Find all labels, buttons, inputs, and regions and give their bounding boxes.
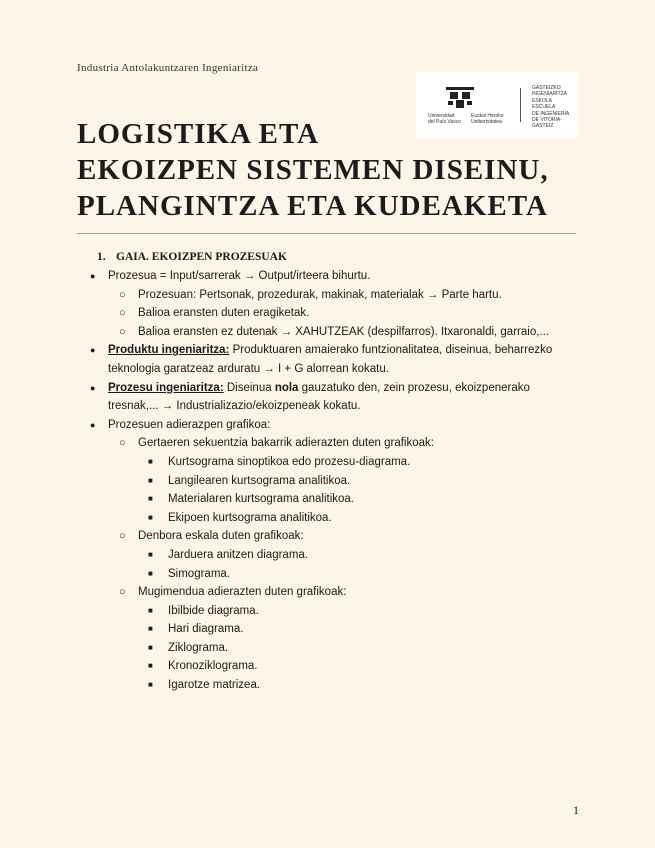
list-item: ■ Hari diagrama. — [90, 620, 580, 639]
list-item: ○ Mugimendua adierazten duten grafikoak: — [90, 583, 580, 602]
square-bullet-icon: ■ — [148, 549, 153, 559]
bullet-icon: ● — [90, 419, 96, 430]
circle-bullet-icon: ○ — [119, 530, 126, 543]
list-item: ○ Balioa eransten duten eragiketak. — [90, 304, 580, 323]
list-item: ■ Kronoziklograma. — [90, 657, 580, 676]
list-item: ○ Gertaeren sekuentzia bakarrik adierazten duten grafikoak: — [90, 434, 580, 453]
list-item: ■ Jarduera anitzen diagrama. — [90, 546, 580, 565]
square-bullet-icon: ■ — [148, 605, 153, 615]
course-header: Industria Antolakuntzaren Ingeniaritza — [77, 62, 259, 74]
square-bullet-icon: ■ — [148, 494, 153, 504]
list-item: ● Produktu ingeniaritza: Produktuaren amaierako funtzionalitatea, diseinua, beharrezko teknologia garatzeaz arduratu → I + G alorrean kokatu. — [90, 341, 580, 378]
page-number: 1 — [573, 803, 579, 817]
logo-university-es: Universidad del País Vasco — [428, 113, 461, 125]
logo-university-eu: Euskal Herriko Unibertsitatea — [471, 113, 504, 125]
list-item: ■ Ziklograma. — [90, 639, 580, 658]
list-item: ■ Langilearen kurtsograma analitikoa. — [90, 472, 580, 491]
list-item: ■ Materialaren kurtsograma analitikoa. — [90, 490, 580, 509]
list-item: ■ Simograma. — [90, 565, 580, 584]
circle-bullet-icon: ○ — [119, 307, 126, 320]
title-line: LOGISTIKA ETA — [77, 118, 320, 150]
title-line: PLANGINTZA ETA KUDEAKETA — [77, 190, 548, 222]
square-bullet-icon: ■ — [148, 568, 153, 578]
square-bullet-icon: ■ — [148, 475, 153, 485]
bullet-icon: ● — [90, 345, 96, 356]
section-heading — [90, 248, 580, 267]
list-item: ● Prozesu ingeniaritza: Diseinua nola gauzatuko den, zein prozesu, ekoizpenerako tresnak,... → Industrializazio/ekoizpeneak kokatu. — [90, 379, 580, 416]
bullet-icon: ● — [90, 382, 96, 393]
square-bullet-icon: ■ — [148, 661, 153, 671]
list-item: ○ Prozesuan: Pertsonak, prozedurak, makinak, materialak → Parte hartu. — [90, 286, 580, 305]
term-process-engineering: Prozesu ingeniaritza: — [108, 381, 224, 394]
list-item: ■ Ekipoen kurtsograma analitikoa. — [90, 509, 580, 528]
circle-bullet-icon: ○ — [119, 437, 126, 450]
list-item: ○ Balioa eransten ez dutenak → XAHUTZEAK (despilfarros). Itxaronaldi, garraio,... — [90, 323, 580, 342]
square-bullet-icon: ■ — [148, 512, 153, 522]
square-bullet-icon: ■ — [148, 624, 153, 634]
square-bullet-icon: ■ — [148, 680, 153, 690]
section-number: 1. — [97, 251, 106, 263]
list-item: ● Prozesuen adierazpen grafikoa: — [90, 416, 580, 435]
list-item: ○ Denbora eskala duten grafikoak: — [90, 527, 580, 546]
circle-bullet-icon: ○ — [119, 325, 126, 338]
list-item: ■ Ibilbide diagrama. — [90, 602, 580, 621]
square-bullet-icon: ■ — [148, 642, 153, 652]
logo-school-name: GASTEIZKO INGENIARITZA ESKOLA ESCUELA DE INGENIERÍA DE VITORIA-GASTEIZ — [532, 85, 570, 130]
circle-bullet-icon: ○ — [119, 586, 126, 599]
content-body — [90, 248, 580, 695]
circle-bullet-icon: ○ — [119, 288, 126, 301]
list-item: ■ Kurtsograma sinoptikoa edo prozesu-diagrama. — [90, 453, 580, 472]
title-divider — [77, 233, 576, 234]
list-item: ● Prozesua = Input/sarrerak → Output/irteera bihurtu. — [90, 267, 580, 286]
title-line: EKOIZPEN SISTEMEN DISEINU, — [77, 154, 549, 186]
university-emblem-icon — [446, 87, 474, 109]
section-title: GAIA. EKOIZPEN PROZESUAK — [116, 251, 287, 263]
document-title — [77, 116, 549, 224]
square-bullet-icon: ■ — [148, 456, 153, 466]
bullet-icon: ● — [90, 271, 96, 281]
term-product-engineering: Produktu ingeniaritza: — [108, 344, 230, 357]
list-item: ■ Igarotze matrizea. — [90, 676, 580, 695]
